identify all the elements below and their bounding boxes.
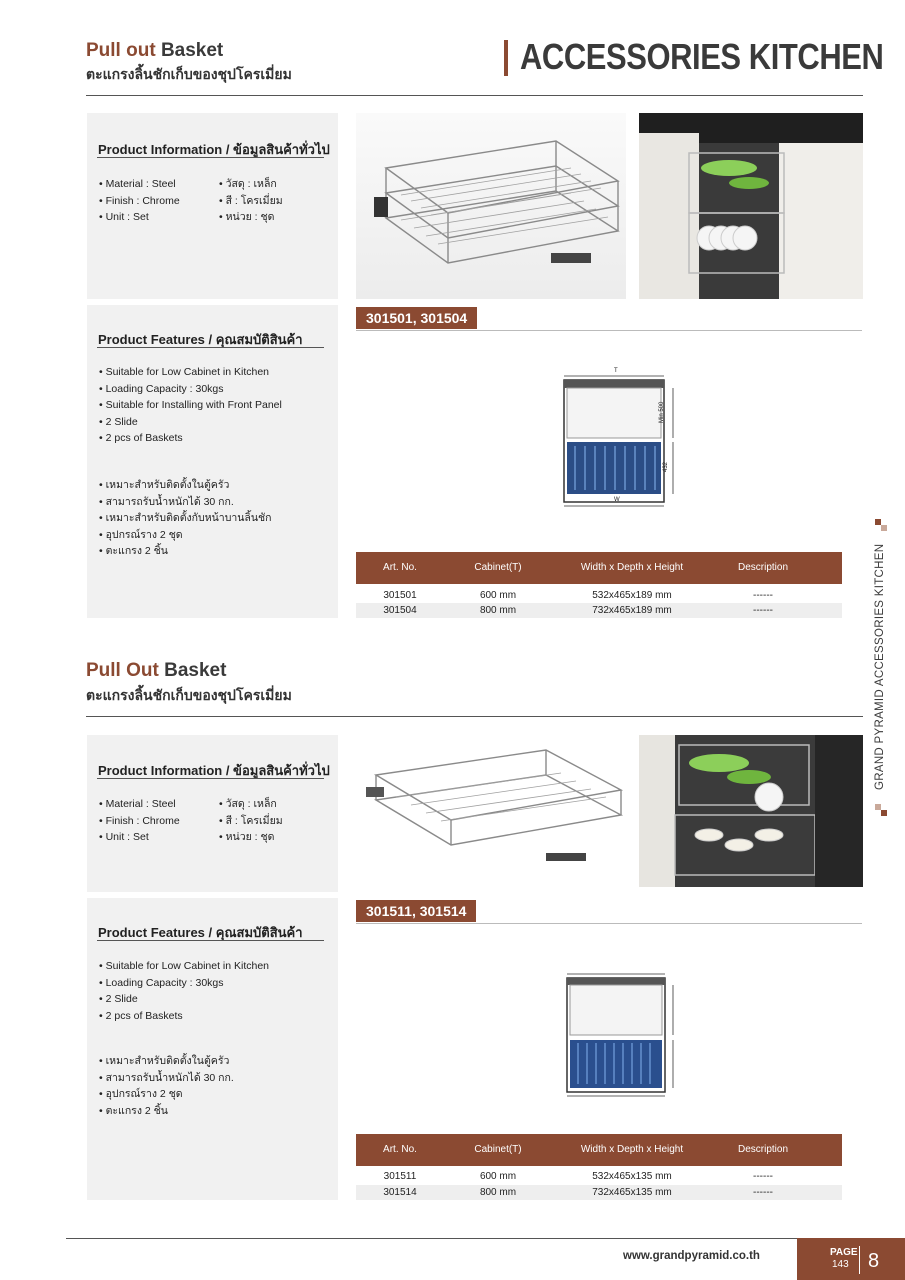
info-list-th xyxy=(219,176,283,226)
info-item: • Material : Steel xyxy=(99,796,180,813)
table-row xyxy=(356,603,842,618)
info-item: • สี : โครเมี่ยม xyxy=(219,813,283,830)
heading-accent-bar xyxy=(504,40,508,76)
product-codes-banner: 301501, 301504 xyxy=(356,307,477,329)
header-divider xyxy=(86,95,863,96)
section-1-thai-title: ตะแกรงลิ้นชักเก็บของชุปโครเมี่ยม xyxy=(86,66,292,82)
feature-item: • Loading Capacity : 30kgs xyxy=(99,381,282,398)
product-info-underline xyxy=(97,157,324,158)
cell-art-no: 301514 xyxy=(383,1187,417,1198)
info-item: • Finish : Chrome xyxy=(99,813,180,830)
table-row xyxy=(356,1169,842,1184)
info-item: • Unit : Set xyxy=(99,209,180,226)
banner-rule xyxy=(356,923,862,924)
cell-cabinet: 800 mm xyxy=(479,605,517,616)
feature-item: • Suitable for Low Cabinet in Kitchen xyxy=(99,364,282,381)
cell-cabinet: 600 mm xyxy=(479,1171,517,1182)
feature-item: • สามารถรับน้ำหนักได้ 30 กก. xyxy=(99,494,272,511)
dimension-diagram xyxy=(560,966,680,1102)
cell-dimensions: 532x465x135 mm xyxy=(592,1171,672,1182)
product-info-title: Product Information / ข้อมูลสินค้าทั่วไป xyxy=(98,763,330,778)
product-features-title: Product Features / คุณสมบัติสินค้า xyxy=(98,332,303,347)
diagram-label-bottom: W xyxy=(614,497,620,503)
product-info-title: Product Information / ข้อมูลสินค้าทั่วไป xyxy=(98,142,330,157)
page-divider xyxy=(859,1246,860,1274)
feature-item: • ตะแกรง 2 ชิ้น xyxy=(99,1103,234,1120)
col-header-art-no: Art. No. xyxy=(383,562,417,573)
footer-website-link[interactable]: www.grandpyramid.co.th xyxy=(623,1250,760,1262)
info-item: • หน่วย : ชุด xyxy=(219,829,283,846)
product-features-underline xyxy=(97,940,324,941)
col-header-description: Description xyxy=(737,562,789,573)
col-header-art-no: Art. No. xyxy=(383,1144,417,1155)
cell-art-no: 301511 xyxy=(383,1171,417,1182)
feature-item: • อุปกรณ์ราง 2 ชุด xyxy=(99,527,272,544)
feature-item: • สามารถรับน้ำหนักได้ 30 กก. xyxy=(99,1070,234,1087)
col-header-dimensions: Width x Depth x Height xyxy=(580,1144,684,1155)
cell-description: ------ xyxy=(753,590,773,601)
diagram-label-side-lower: 432 xyxy=(663,461,669,472)
info-item: • Unit : Set xyxy=(99,829,180,846)
side-deco-square xyxy=(881,525,887,531)
feature-item: • อุปกรณ์ราง 2 ชุด xyxy=(99,1086,234,1103)
info-item: • วัสดุ : เหล็ก xyxy=(219,796,283,813)
cell-description: ------ xyxy=(753,1187,773,1198)
cell-description: ------ xyxy=(753,1171,773,1182)
feature-item: • เหมาะสำหรับติดตั้งในตู้ครัว xyxy=(99,1053,234,1070)
product-photo-basket xyxy=(356,113,626,299)
feature-item: • Suitable for Low Cabinet in Kitchen xyxy=(99,958,269,975)
section-2-thai-title: ตะแกรงลิ้นชักเก็บของชุปโครเมี่ยม xyxy=(86,687,292,703)
feature-item: • Suitable for Installing with Front Panel xyxy=(99,397,282,414)
cell-dimensions: 732x465x189 mm xyxy=(592,605,672,616)
spec-table-header xyxy=(356,552,842,584)
page-number: 8 xyxy=(868,1250,880,1272)
info-item: • วัสดุ : เหล็ก xyxy=(219,176,283,193)
page-label: PAGE xyxy=(830,1247,858,1258)
feature-item: • เหมาะสำหรับติดตั้งในตู้ครัว xyxy=(99,477,272,494)
product-info-underline xyxy=(97,778,324,779)
product-features-title: Product Features / คุณสมบัติสินค้า xyxy=(98,925,303,940)
product-photo-installed xyxy=(639,113,863,299)
section-2-divider xyxy=(86,716,863,717)
features-list-th xyxy=(99,477,272,560)
features-list-en xyxy=(99,364,282,447)
feature-item: • 2 pcs of Baskets xyxy=(99,430,282,447)
cell-dimensions: 532x465x189 mm xyxy=(592,590,672,601)
cell-art-no: 301504 xyxy=(383,605,417,616)
page-total: 143 xyxy=(832,1259,849,1270)
col-header-description: Description xyxy=(737,1144,789,1155)
table-row xyxy=(356,1185,842,1200)
cell-art-no: 301501 xyxy=(383,590,417,601)
info-item: • Material : Steel xyxy=(99,176,180,193)
cell-cabinet: 800 mm xyxy=(479,1187,517,1198)
info-list-en xyxy=(99,176,180,226)
product-features-underline xyxy=(97,347,324,348)
section-1-title: Pull out Basket xyxy=(86,40,224,61)
diagram-label-side-upper: Min 500 xyxy=(659,401,665,423)
info-list-en xyxy=(99,796,180,846)
table-row xyxy=(356,588,842,603)
cell-description: ------ xyxy=(753,605,773,616)
feature-item: • 2 pcs of Baskets xyxy=(99,1008,269,1025)
product-photo-installed xyxy=(639,735,863,887)
col-header-cabinet: Cabinet(T) xyxy=(474,1144,522,1155)
info-item: • หน่วย : ชุด xyxy=(219,209,283,226)
feature-item: • 2 Slide xyxy=(99,414,282,431)
features-list-en xyxy=(99,958,269,1024)
dimension-diagram xyxy=(555,368,685,510)
feature-item: • Loading Capacity : 30kgs xyxy=(99,975,269,992)
feature-item: • เหมาะสำหรับติดตั้งกับหน้าบานลิ้นชัก xyxy=(99,510,272,527)
info-item: • Finish : Chrome xyxy=(99,193,180,210)
feature-item: • 2 Slide xyxy=(99,991,269,1008)
side-vertical-label: GRAND PYRAMID ACCESSORIES KITCHEN xyxy=(874,543,886,790)
cell-cabinet: 600 mm xyxy=(479,590,517,601)
page-heading: ACCESSORIES KITCHEN xyxy=(520,36,884,77)
banner-rule xyxy=(356,330,862,331)
product-codes-banner: 301511, 301514 xyxy=(356,900,476,922)
product-features-panel xyxy=(87,898,338,1200)
col-header-cabinet: Cabinet(T) xyxy=(474,562,522,573)
diagram-label-top: T xyxy=(614,368,618,374)
side-deco-square xyxy=(881,810,887,816)
spec-table-header xyxy=(356,1134,842,1166)
info-list-th xyxy=(219,796,283,846)
product-photo-basket xyxy=(356,735,626,887)
info-item: • สี : โครเมี่ยม xyxy=(219,193,283,210)
feature-item: • ตะแกรง 2 ชิ้น xyxy=(99,543,272,560)
section-2-title: Pull Out Basket xyxy=(86,660,227,681)
footer-divider xyxy=(66,1238,797,1239)
product-features-panel xyxy=(87,305,338,618)
cell-dimensions: 732x465x135 mm xyxy=(592,1187,672,1198)
col-header-dimensions: Width x Depth x Height xyxy=(580,562,684,573)
features-list-th xyxy=(99,1053,234,1119)
page-number-box xyxy=(797,1238,905,1280)
